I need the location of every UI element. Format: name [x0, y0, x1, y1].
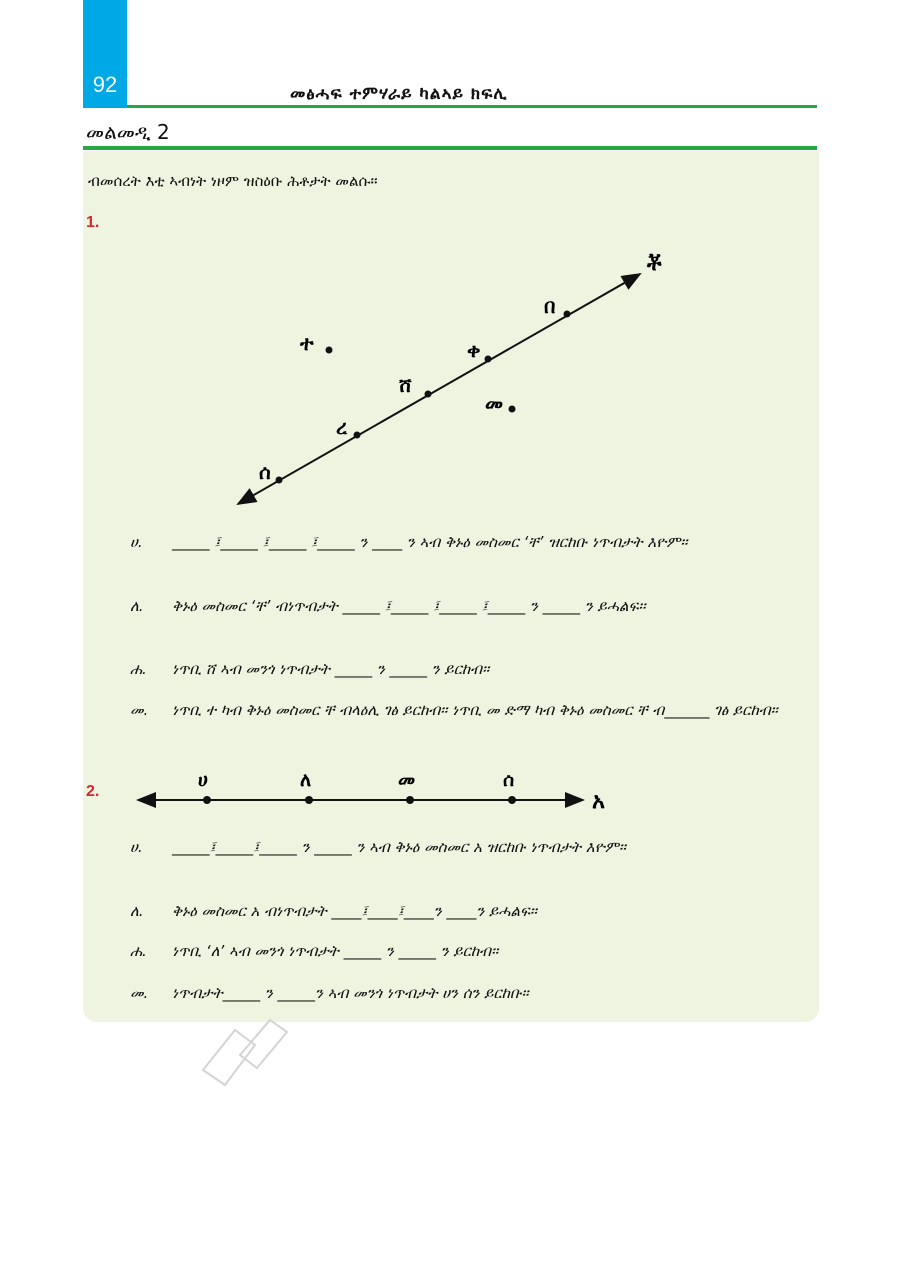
point-me-2: [406, 796, 414, 804]
q1-item-b-text: ቅኑዕ መስመር ‘ቸ’ ብነጥብታት _____ ፤_____ ፤_____ ፤_____ ን _____ ን ይሓልፍ፡፡: [172, 597, 646, 615]
section-title: መልመዲ 2: [86, 120, 170, 144]
point-ha: [203, 796, 211, 804]
point-qe: [485, 356, 492, 363]
point-me: [509, 406, 516, 413]
q1-item-c-letter: ሐ.: [130, 660, 147, 678]
point-label-ha: ሀ: [198, 769, 208, 791]
q1-item-b-letter: ለ.: [130, 597, 144, 615]
q1-item-a-letter: ሀ.: [130, 533, 143, 551]
q1-item-a-text: _____ ፤_____ ፤_____ ፤_____ ን ____ ን ኣብ ቅኑዕ መስመር ‘ቸ’ ዝርከቡ ነጥብታት እዮም፡፡: [172, 533, 688, 551]
point-re: [354, 432, 361, 439]
point-label-me: መ: [485, 391, 504, 415]
q2-item-b-text: ቅኑዕ መስመር አ ብነጥብታት ____፤____፤____ን ____ን ይሓልፍ፡፡: [172, 902, 537, 920]
q2-item-c-letter: ሐ.: [130, 942, 147, 960]
point-se: [276, 477, 283, 484]
line-label-a: አ: [592, 789, 605, 814]
point-label-te: ተ: [300, 331, 314, 355]
q1-item-d-letter: መ.: [130, 701, 149, 719]
point-label-le: ለ: [300, 769, 312, 791]
q1-item-d-text: ነጥቢ ተ ካብ ቅኑዕ መስመር ቸ ብላዕሊ ገፅ ይርከብ፡፡ ነጥቢ መ ድማ ካብ ቅኑዕ መስመር ቸ ብ______ ገፅ ይርከብ፡፡: [172, 701, 778, 719]
question-2-number: 2.: [86, 783, 100, 800]
q2-item-d-letter: መ.: [130, 984, 149, 1002]
watermark-graphic: [195, 1000, 345, 1100]
q2-item-c-text: ነጥቢ ‘ለ’ ኣብ መንጎ ነጥብታት _____ ን _____ ን ይርከብ፡፡: [172, 942, 499, 960]
line-label-che: ቾ: [647, 251, 662, 276]
q2-item-d-text: ነጥብታት_____ ን _____ን ኣብ መንጎ ነጥብታት ሀን ሰን ይርከቡ፡፡: [172, 984, 529, 1002]
point-be: [564, 311, 571, 318]
point-label-qe: ቀ: [467, 338, 481, 362]
point-label-se-2: ሰ: [503, 769, 515, 791]
q2-item-a-text: _____፤_____፤_____ ን _____ ን ኣብ ቅኑዕ መስመር አ ዝርከቡ ነጥብታት እዮም፡፡: [172, 838, 626, 856]
point-label-me-2: መ: [398, 769, 416, 791]
q2-item-a-letter: ሀ.: [130, 838, 143, 856]
question-1-number: 1.: [86, 214, 100, 231]
exercise-instruction: ብመሰረት እቲ ኣብነት ነዞም ዝስዕቡ ሕቶታት መልሱ፡፡: [88, 172, 378, 190]
q1-item-c-text: ነጥቢ ሸ ኣብ መንጎ ነጥብታት _____ ን _____ ን ይርከብ፡፡: [172, 660, 490, 678]
point-she: [425, 391, 432, 398]
point-label-re: ረ: [336, 415, 348, 439]
line-che: [238, 274, 640, 504]
point-se-2: [508, 796, 516, 804]
point-label-be: በ: [544, 294, 556, 318]
point-le: [305, 796, 313, 804]
page-number: 92: [92, 72, 118, 97]
book-title: መፅሓፍ ተምሃራይ ካልኣይ ክፍሊ: [290, 84, 508, 104]
point-te: [326, 347, 333, 354]
q2-item-b-letter: ለ.: [130, 902, 144, 920]
point-label-se: ሰ: [259, 460, 271, 484]
point-label-she: ሸ: [399, 373, 412, 397]
